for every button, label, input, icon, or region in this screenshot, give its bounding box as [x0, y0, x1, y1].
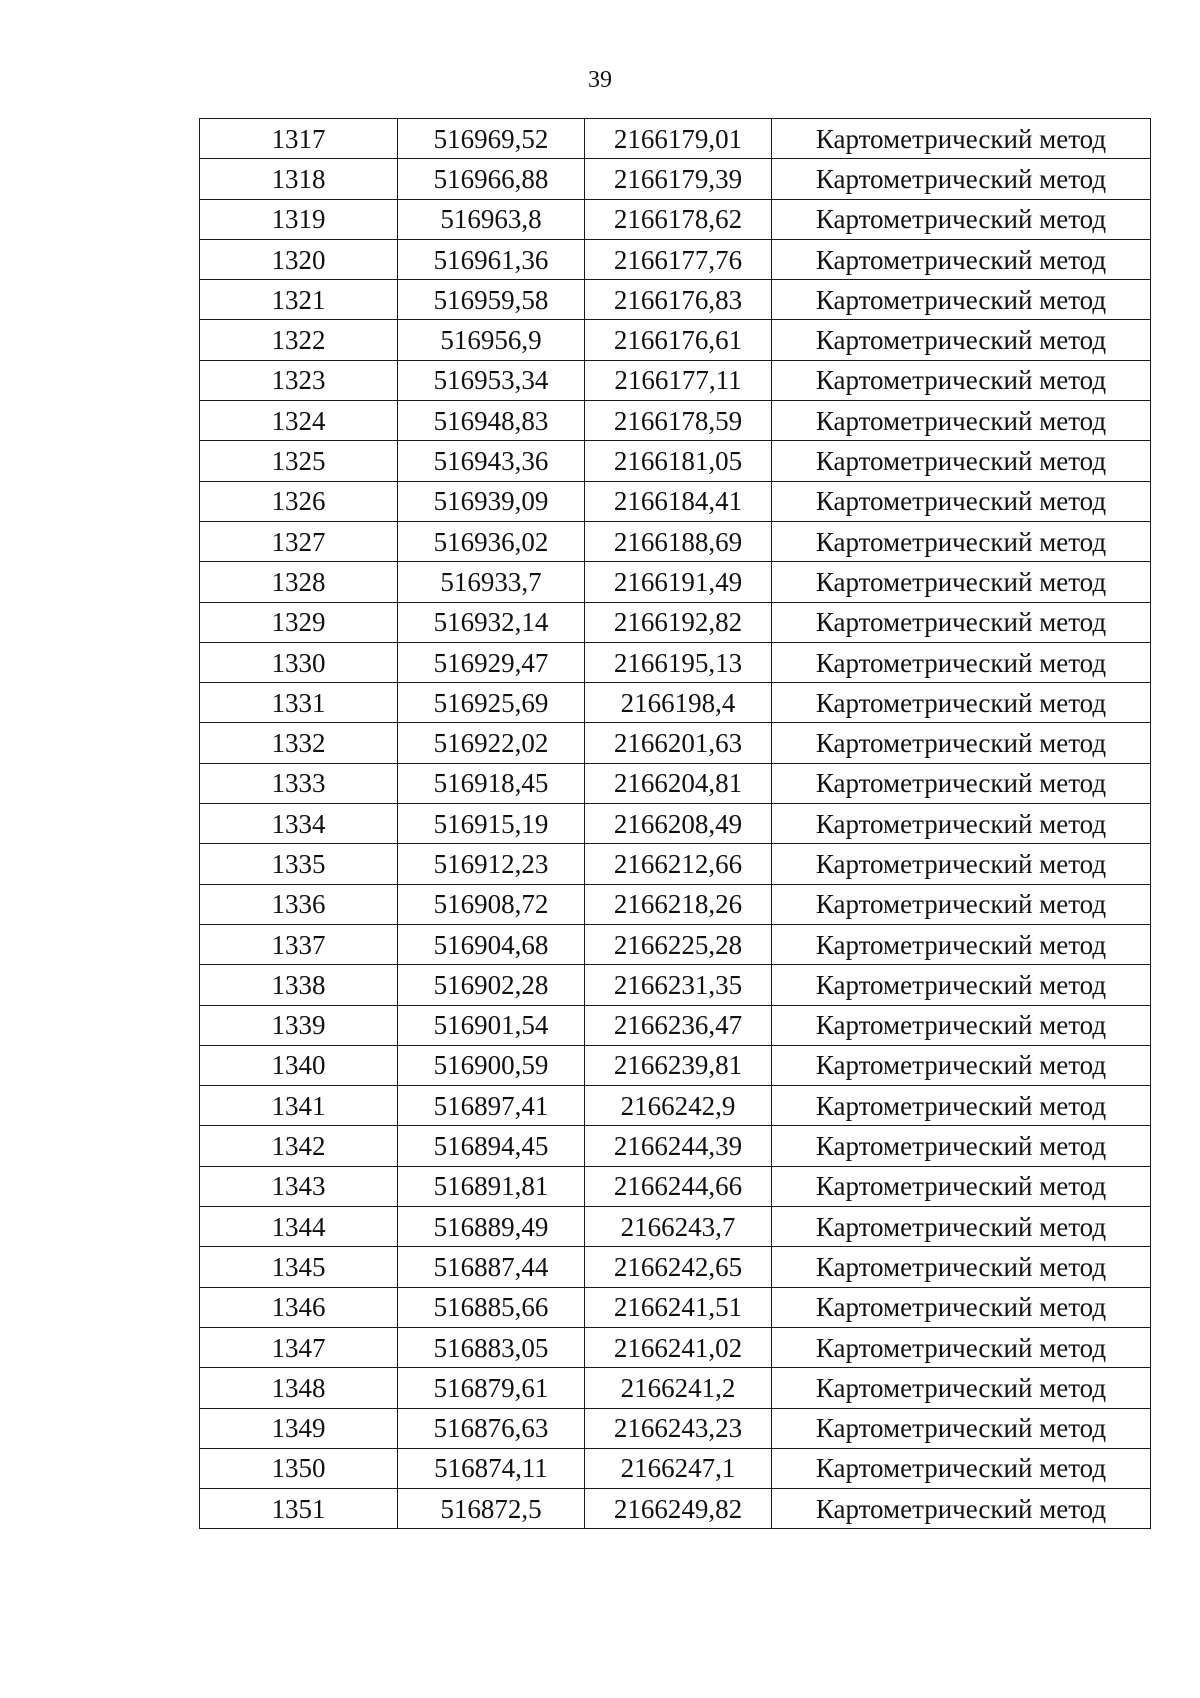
x-coordinate-cell: 516963,8 — [398, 199, 585, 239]
point-number-cell: 1340 — [200, 1045, 398, 1085]
point-number-cell: 1346 — [200, 1287, 398, 1327]
x-coordinate-cell: 516943,36 — [398, 441, 585, 481]
table-row — [200, 642, 1151, 682]
x-coordinate-cell: 516876,63 — [398, 1408, 585, 1448]
table-row — [200, 763, 1151, 803]
y-coordinate-cell: 2166181,05 — [585, 441, 772, 481]
table-row — [200, 884, 1151, 924]
y-coordinate-cell: 2166178,62 — [585, 199, 772, 239]
x-coordinate-cell: 516933,7 — [398, 562, 585, 602]
y-coordinate-cell: 2166208,49 — [585, 804, 772, 844]
method-cell: Картометрический метод — [772, 1247, 1151, 1287]
table-row — [200, 723, 1151, 763]
y-coordinate-cell: 2166176,83 — [585, 280, 772, 320]
y-coordinate-cell: 2166247,1 — [585, 1448, 772, 1488]
point-number-cell: 1322 — [200, 320, 398, 360]
y-coordinate-cell: 2166204,81 — [585, 763, 772, 803]
y-coordinate-cell: 2166225,28 — [585, 924, 772, 964]
y-coordinate-cell: 2166242,65 — [585, 1247, 772, 1287]
table-row — [200, 481, 1151, 521]
x-coordinate-cell: 516936,02 — [398, 521, 585, 561]
point-number-cell: 1329 — [200, 602, 398, 642]
method-cell: Картометрический метод — [772, 844, 1151, 884]
x-coordinate-cell: 516939,09 — [398, 481, 585, 521]
y-coordinate-cell: 2166177,11 — [585, 360, 772, 400]
point-number-cell: 1327 — [200, 521, 398, 561]
x-coordinate-cell: 516922,02 — [398, 723, 585, 763]
table-row — [200, 1247, 1151, 1287]
y-coordinate-cell: 2166249,82 — [585, 1489, 772, 1529]
y-coordinate-cell: 2166184,41 — [585, 481, 772, 521]
point-number-cell: 1349 — [200, 1408, 398, 1448]
method-cell: Картометрический метод — [772, 320, 1151, 360]
point-number-cell: 1331 — [200, 683, 398, 723]
point-number-cell: 1339 — [200, 1005, 398, 1045]
y-coordinate-cell: 2166241,02 — [585, 1327, 772, 1367]
x-coordinate-cell: 516918,45 — [398, 763, 585, 803]
x-coordinate-cell: 516897,41 — [398, 1086, 585, 1126]
method-cell: Картометрический метод — [772, 1448, 1151, 1488]
point-number-cell: 1337 — [200, 924, 398, 964]
y-coordinate-cell: 2166198,4 — [585, 683, 772, 723]
x-coordinate-cell: 516902,28 — [398, 965, 585, 1005]
method-cell: Картометрический метод — [772, 965, 1151, 1005]
x-coordinate-cell: 516961,36 — [398, 239, 585, 279]
method-cell: Картометрический метод — [772, 441, 1151, 481]
method-cell: Картометрический метод — [772, 239, 1151, 279]
y-coordinate-cell: 2166192,82 — [585, 602, 772, 642]
method-cell: Картометрический метод — [772, 804, 1151, 844]
point-number-cell: 1341 — [200, 1086, 398, 1126]
y-coordinate-cell: 2166176,61 — [585, 320, 772, 360]
table-row — [200, 280, 1151, 320]
x-coordinate-cell: 516959,58 — [398, 280, 585, 320]
table-row — [200, 320, 1151, 360]
y-coordinate-cell: 2166243,23 — [585, 1408, 772, 1448]
y-coordinate-cell: 2166188,69 — [585, 521, 772, 561]
table-row — [200, 562, 1151, 602]
y-coordinate-cell: 2166218,26 — [585, 884, 772, 924]
table-row — [200, 804, 1151, 844]
method-cell: Картометрический метод — [772, 280, 1151, 320]
point-number-cell: 1320 — [200, 239, 398, 279]
table-row — [200, 1368, 1151, 1408]
y-coordinate-cell: 2166179,01 — [585, 119, 772, 159]
table-row — [200, 602, 1151, 642]
point-number-cell: 1333 — [200, 763, 398, 803]
method-cell: Картометрический метод — [772, 723, 1151, 763]
table-row — [200, 401, 1151, 441]
x-coordinate-cell: 516908,72 — [398, 884, 585, 924]
table-row — [200, 1207, 1151, 1247]
page-number: 39 — [588, 67, 612, 93]
method-cell: Картометрический метод — [772, 1166, 1151, 1206]
point-number-cell: 1335 — [200, 844, 398, 884]
point-number-cell: 1332 — [200, 723, 398, 763]
y-coordinate-cell: 2166244,66 — [585, 1166, 772, 1206]
x-coordinate-cell: 516932,14 — [398, 602, 585, 642]
table-row — [200, 965, 1151, 1005]
y-coordinate-cell: 2166244,39 — [585, 1126, 772, 1166]
x-coordinate-cell: 516948,83 — [398, 401, 585, 441]
point-number-cell: 1325 — [200, 441, 398, 481]
table-row — [200, 1166, 1151, 1206]
method-cell: Картометрический метод — [772, 602, 1151, 642]
x-coordinate-cell: 516879,61 — [398, 1368, 585, 1408]
point-number-cell: 1321 — [200, 280, 398, 320]
x-coordinate-cell: 516925,69 — [398, 683, 585, 723]
method-cell: Картометрический метод — [772, 159, 1151, 199]
table-row — [200, 1448, 1151, 1488]
method-cell: Картометрический метод — [772, 763, 1151, 803]
point-number-cell: 1351 — [200, 1489, 398, 1529]
method-cell: Картометрический метод — [772, 562, 1151, 602]
y-coordinate-cell: 2166242,9 — [585, 1086, 772, 1126]
x-coordinate-cell: 516900,59 — [398, 1045, 585, 1085]
x-coordinate-cell: 516874,11 — [398, 1448, 585, 1488]
x-coordinate-cell: 516894,45 — [398, 1126, 585, 1166]
y-coordinate-cell: 2166201,63 — [585, 723, 772, 763]
table-row — [200, 521, 1151, 561]
table-row — [200, 199, 1151, 239]
table-row — [200, 1005, 1151, 1045]
coordinates-table-body — [200, 119, 1151, 1529]
point-number-cell: 1334 — [200, 804, 398, 844]
method-cell: Картометрический метод — [772, 1126, 1151, 1166]
point-number-cell: 1318 — [200, 159, 398, 199]
method-cell: Картометрический метод — [772, 642, 1151, 682]
x-coordinate-cell: 516904,68 — [398, 924, 585, 964]
method-cell: Картометрический метод — [772, 481, 1151, 521]
x-coordinate-cell: 516901,54 — [398, 1005, 585, 1045]
x-coordinate-cell: 516929,47 — [398, 642, 585, 682]
point-number-cell: 1323 — [200, 360, 398, 400]
table-row — [200, 924, 1151, 964]
method-cell: Картометрический метод — [772, 199, 1151, 239]
table-row — [200, 1287, 1151, 1327]
method-cell: Картометрический метод — [772, 1005, 1151, 1045]
method-cell: Картометрический метод — [772, 1086, 1151, 1126]
x-coordinate-cell: 516969,52 — [398, 119, 585, 159]
method-cell: Картометрический метод — [772, 1327, 1151, 1367]
point-number-cell: 1324 — [200, 401, 398, 441]
y-coordinate-cell: 2166243,7 — [585, 1207, 772, 1247]
coordinates-table — [199, 118, 1151, 1529]
point-number-cell: 1347 — [200, 1327, 398, 1367]
x-coordinate-cell: 516912,23 — [398, 844, 585, 884]
method-cell: Картометрический метод — [772, 924, 1151, 964]
x-coordinate-cell: 516956,9 — [398, 320, 585, 360]
table-row — [200, 1408, 1151, 1448]
x-coordinate-cell: 516915,19 — [398, 804, 585, 844]
table-row — [200, 360, 1151, 400]
method-cell: Картометрический метод — [772, 1045, 1151, 1085]
method-cell: Картометрический метод — [772, 521, 1151, 561]
x-coordinate-cell: 516883,05 — [398, 1327, 585, 1367]
point-number-cell: 1317 — [200, 119, 398, 159]
method-cell: Картометрический метод — [772, 1368, 1151, 1408]
table-row — [200, 1086, 1151, 1126]
y-coordinate-cell: 2166236,47 — [585, 1005, 772, 1045]
x-coordinate-cell: 516885,66 — [398, 1287, 585, 1327]
x-coordinate-cell: 516872,5 — [398, 1489, 585, 1529]
point-number-cell: 1338 — [200, 965, 398, 1005]
method-cell: Картометрический метод — [772, 1408, 1151, 1448]
x-coordinate-cell: 516953,34 — [398, 360, 585, 400]
y-coordinate-cell: 2166179,39 — [585, 159, 772, 199]
table-row — [200, 1489, 1151, 1529]
y-coordinate-cell: 2166241,51 — [585, 1287, 772, 1327]
table-row — [200, 159, 1151, 199]
point-number-cell: 1330 — [200, 642, 398, 682]
table-row — [200, 441, 1151, 481]
y-coordinate-cell: 2166231,35 — [585, 965, 772, 1005]
point-number-cell: 1344 — [200, 1207, 398, 1247]
table-row — [200, 239, 1151, 279]
y-coordinate-cell: 2166212,66 — [585, 844, 772, 884]
table-row — [200, 1126, 1151, 1166]
point-number-cell: 1326 — [200, 481, 398, 521]
x-coordinate-cell: 516966,88 — [398, 159, 585, 199]
y-coordinate-cell: 2166177,76 — [585, 239, 772, 279]
table-row — [200, 1327, 1151, 1367]
y-coordinate-cell: 2166241,2 — [585, 1368, 772, 1408]
method-cell: Картометрический метод — [772, 683, 1151, 723]
point-number-cell: 1345 — [200, 1247, 398, 1287]
method-cell: Картометрический метод — [772, 119, 1151, 159]
method-cell: Картометрический метод — [772, 884, 1151, 924]
table-row — [200, 1045, 1151, 1085]
x-coordinate-cell: 516891,81 — [398, 1166, 585, 1206]
point-number-cell: 1343 — [200, 1166, 398, 1206]
method-cell: Картометрический метод — [772, 360, 1151, 400]
method-cell: Картометрический метод — [772, 1207, 1151, 1247]
table-row — [200, 683, 1151, 723]
table-row — [200, 119, 1151, 159]
method-cell: Картометрический метод — [772, 1489, 1151, 1529]
x-coordinate-cell: 516887,44 — [398, 1247, 585, 1287]
point-number-cell: 1336 — [200, 884, 398, 924]
x-coordinate-cell: 516889,49 — [398, 1207, 585, 1247]
y-coordinate-cell: 2166191,49 — [585, 562, 772, 602]
point-number-cell: 1328 — [200, 562, 398, 602]
point-number-cell: 1342 — [200, 1126, 398, 1166]
point-number-cell: 1348 — [200, 1368, 398, 1408]
table-row — [200, 844, 1151, 884]
y-coordinate-cell: 2166239,81 — [585, 1045, 772, 1085]
y-coordinate-cell: 2166178,59 — [585, 401, 772, 441]
method-cell: Картометрический метод — [772, 1287, 1151, 1327]
method-cell: Картометрический метод — [772, 401, 1151, 441]
point-number-cell: 1319 — [200, 199, 398, 239]
point-number-cell: 1350 — [200, 1448, 398, 1488]
y-coordinate-cell: 2166195,13 — [585, 642, 772, 682]
